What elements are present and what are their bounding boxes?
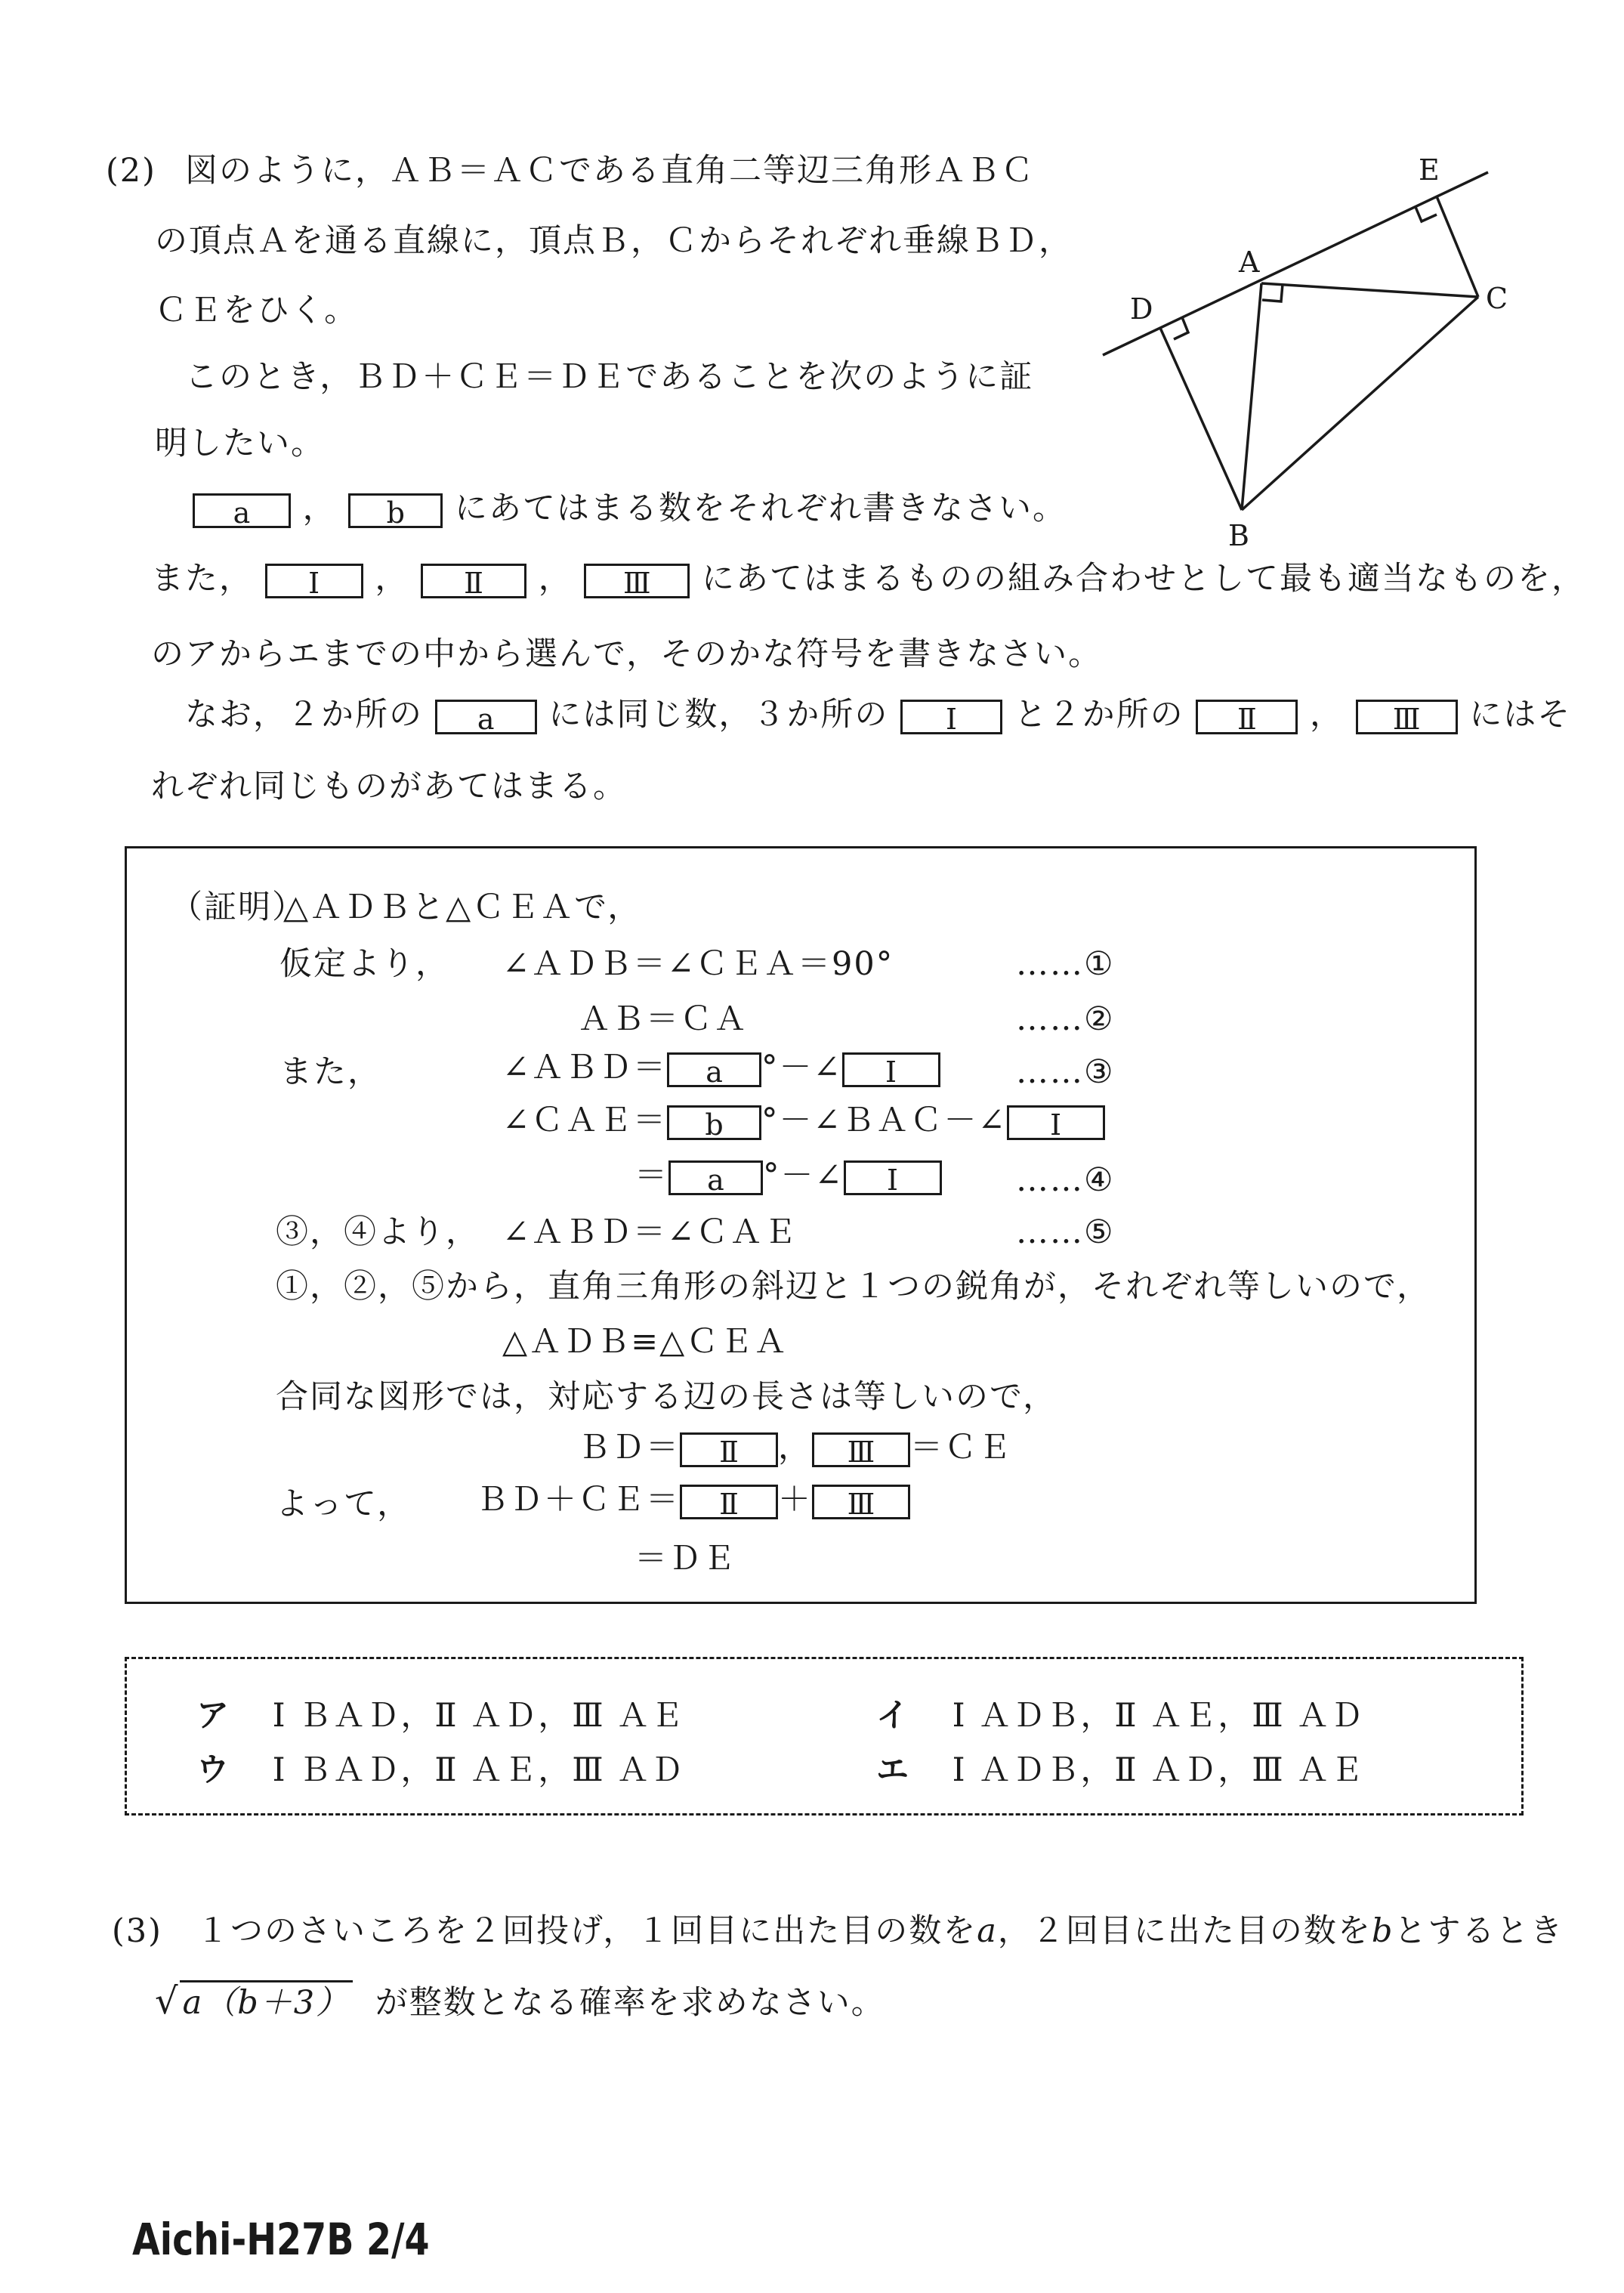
blank-II: Ⅱ: [1196, 700, 1298, 734]
q2-text-line-9: [185, 696, 1572, 736]
angle-CAE: ∠ＣＡＥ＝: [502, 1102, 668, 1139]
choice-i-text: Ⅰ ＡＤＢ，Ⅱ ＡＥ，Ⅲ ＡＤ: [952, 1697, 1365, 1735]
deg-minus-BAC: °－∠ＢＡＣ－∠: [761, 1102, 1007, 1139]
blank-I: Ⅰ: [844, 1160, 942, 1195]
variable-b: b: [1371, 1912, 1394, 1950]
sqrt-sign: √: [155, 1980, 180, 2023]
proof-line-9: △ＡＤＢ≡△ＣＥＡ: [502, 1323, 789, 1361]
choice-e-kana: エ: [876, 1751, 910, 1789]
choice-a: [196, 1697, 685, 1735]
blank-I: Ⅰ: [265, 564, 363, 598]
choice-u: [196, 1751, 685, 1789]
q2-line-7-head: また，: [151, 560, 253, 598]
deg-minus-angle: °－∠: [763, 1157, 844, 1194]
label-D: D: [1130, 292, 1153, 326]
proof-line-4: [502, 1049, 940, 1089]
q2-line-9-c: と２か所の: [1014, 696, 1184, 734]
proof-line-8: ①，②，⑤から，直角三角形の斜辺と１つの鋭角が，それぞれ等しいので，: [276, 1268, 1431, 1306]
proof-line-5: [502, 1102, 1105, 1142]
right-angle-mark-E: [1416, 207, 1437, 221]
question-3-number: (3): [112, 1912, 162, 1950]
blank-a: a: [667, 1052, 761, 1087]
marker-2: ……②: [1016, 1000, 1115, 1038]
label-A: A: [1239, 246, 1260, 279]
blank-III: Ⅲ: [812, 1432, 910, 1467]
choice-a-text: Ⅰ ＢＡＤ，Ⅱ ＡＤ，Ⅲ ＡＥ: [272, 1697, 685, 1735]
q3-text-line-1: [196, 1912, 1564, 1950]
segment-AB: [1242, 283, 1261, 510]
q2-text-line-4: このとき，ＢＤ＋ＣＥ＝ＤＥであることを次のように証: [185, 358, 1034, 396]
comma: ，: [302, 490, 337, 527]
q3-line-1-a: １つのさいころを２回投げ，１回目に出た目の数を: [196, 1912, 977, 1950]
q2-text-line-8: のアからエまでの中から選んで，そのかな符号を書きなさい。: [151, 635, 1103, 673]
blank-a: a: [193, 493, 291, 528]
question-2-number: (2): [106, 152, 156, 190]
marker-1: ……①: [1016, 945, 1115, 983]
q2-line-6-tail: にあてはまる数をそれぞれ書きなさい。: [455, 490, 1067, 527]
q2-text-line-5: 明したい。: [155, 425, 325, 462]
q2-text-line-10: れぞれ同じものがあてはまる。: [151, 768, 627, 805]
blank-a: a: [668, 1160, 763, 1195]
equals: ＝: [634, 1157, 668, 1194]
comma: ，: [538, 560, 573, 598]
variable-a: a: [977, 1912, 998, 1950]
q2-line-9-d: にはそ: [1469, 696, 1572, 734]
blank-b: b: [348, 493, 443, 528]
blank-I: Ⅰ: [842, 1052, 940, 1087]
proof-line-13: ＝ＤＥ: [634, 1540, 736, 1578]
q3-line-2-text: が整数となる確率を求めなさい。: [375, 1984, 885, 2022]
proof-line-2-eq: ∠ＡＤＢ＝∠ＣＥＡ＝90°: [502, 945, 894, 983]
q2-line-7-tail: にあてはまるものの組み合わせとして最も適当なものを，: [702, 560, 1586, 598]
blank-III: Ⅲ: [584, 564, 690, 598]
choice-i-kana: イ: [876, 1697, 910, 1735]
choice-u-kana: ウ: [196, 1751, 230, 1789]
blank-a: a: [435, 700, 537, 734]
q3-text-line-2: [155, 1980, 885, 2023]
blank-I: Ⅰ: [1007, 1105, 1105, 1140]
segment-BC: [1242, 297, 1478, 510]
blank-II: Ⅱ: [421, 564, 526, 598]
label-E: E: [1419, 153, 1440, 187]
blank-III: Ⅲ: [1356, 700, 1458, 734]
proof-heading: （証明）: [170, 888, 306, 926]
q3-line-1-c: とするとき: [1394, 1912, 1564, 1950]
comma: ，: [778, 1429, 812, 1466]
page-footer-label: Aichi-H27B 2/4: [132, 2214, 430, 2265]
blank-II: Ⅱ: [680, 1432, 778, 1467]
choices-box: [125, 1657, 1524, 1816]
angle-ABD: ∠ＡＢＤ＝: [502, 1049, 668, 1086]
plus: ＋: [778, 1481, 812, 1519]
sqrt-expression: a（b＋3）: [180, 1980, 354, 2022]
label-B: B: [1228, 519, 1249, 552]
blank-II: Ⅱ: [680, 1485, 778, 1519]
segment-CE: [1437, 196, 1478, 297]
proof-line-12-label: よって，: [276, 1485, 412, 1523]
deg-minus-angle: °－∠: [761, 1049, 842, 1086]
blank-III: Ⅲ: [812, 1485, 910, 1519]
proof-line-7: ∠ＡＢＤ＝∠ＣＡＥ: [502, 1213, 798, 1251]
comma: ，: [375, 560, 409, 598]
comma: ，: [1310, 696, 1345, 734]
q2-text-line-6: [193, 490, 1067, 530]
right-angle-mark-A: [1262, 284, 1283, 301]
proof-line-2-label: 仮定より，: [279, 945, 449, 983]
choice-e-text: Ⅰ ＡＤＢ，Ⅱ ＡＤ，Ⅲ ＡＥ: [952, 1751, 1365, 1789]
choice-i: [876, 1697, 1365, 1735]
q2-line-9-b: には同じ数，３か所の: [548, 696, 889, 734]
label-C: C: [1486, 282, 1508, 315]
choice-e: [876, 1751, 1365, 1789]
blank-I: Ⅰ: [900, 700, 1002, 734]
marker-5: ……⑤: [1016, 1213, 1115, 1251]
line-through-A: [1103, 172, 1488, 355]
triangle-figure: [1088, 144, 1511, 567]
proof-line-11: [578, 1429, 1012, 1469]
segment-AC: [1261, 283, 1478, 297]
marker-4: ……④: [1016, 1161, 1115, 1199]
BD-plus-CE: ＢＤ＋ＣＥ＝: [476, 1481, 680, 1519]
proof-line-7-label: ③，④より，: [276, 1213, 480, 1251]
proof-line-4-label: また，: [279, 1053, 381, 1091]
proof-line-10: 合同な図形では，対応する辺の長さは等しいので，: [276, 1378, 1057, 1416]
q2-line-9-a: なお，２か所の: [185, 696, 423, 734]
q2-text-line-2: の頂点Ａを通る直線に，頂点Ｂ，Ｃからそれぞれ垂線ＢＤ，: [155, 222, 1073, 260]
choice-u-text: Ⅰ ＢＡＤ，Ⅱ ＡＥ，Ⅲ ＡＤ: [272, 1751, 685, 1789]
equals-CE: ＝ＣＥ: [910, 1429, 1012, 1466]
marker-3: ……③: [1016, 1053, 1115, 1091]
segment-BD: [1160, 328, 1242, 510]
BD-equals: ＢＤ＝: [578, 1429, 680, 1466]
proof-line-1: △ＡＤＢと△ＣＥＡで，: [283, 888, 642, 926]
proof-line-3: ＡＢ＝ＣＡ: [578, 1000, 748, 1038]
blank-b: b: [667, 1105, 761, 1140]
q2-text-line-7: [151, 560, 1586, 600]
proof-line-12: [476, 1481, 910, 1521]
q2-text-line-3: ＣＥをひく。: [155, 292, 359, 329]
choice-a-kana: ア: [196, 1697, 230, 1735]
proof-line-6: [634, 1157, 942, 1197]
q3-line-1-b: ，２回目に出た目の数を: [997, 1912, 1372, 1950]
q2-text-line-1: 図のように，ＡＢ＝ＡＣである直角二等辺三角形ＡＢＣ: [185, 152, 1035, 190]
